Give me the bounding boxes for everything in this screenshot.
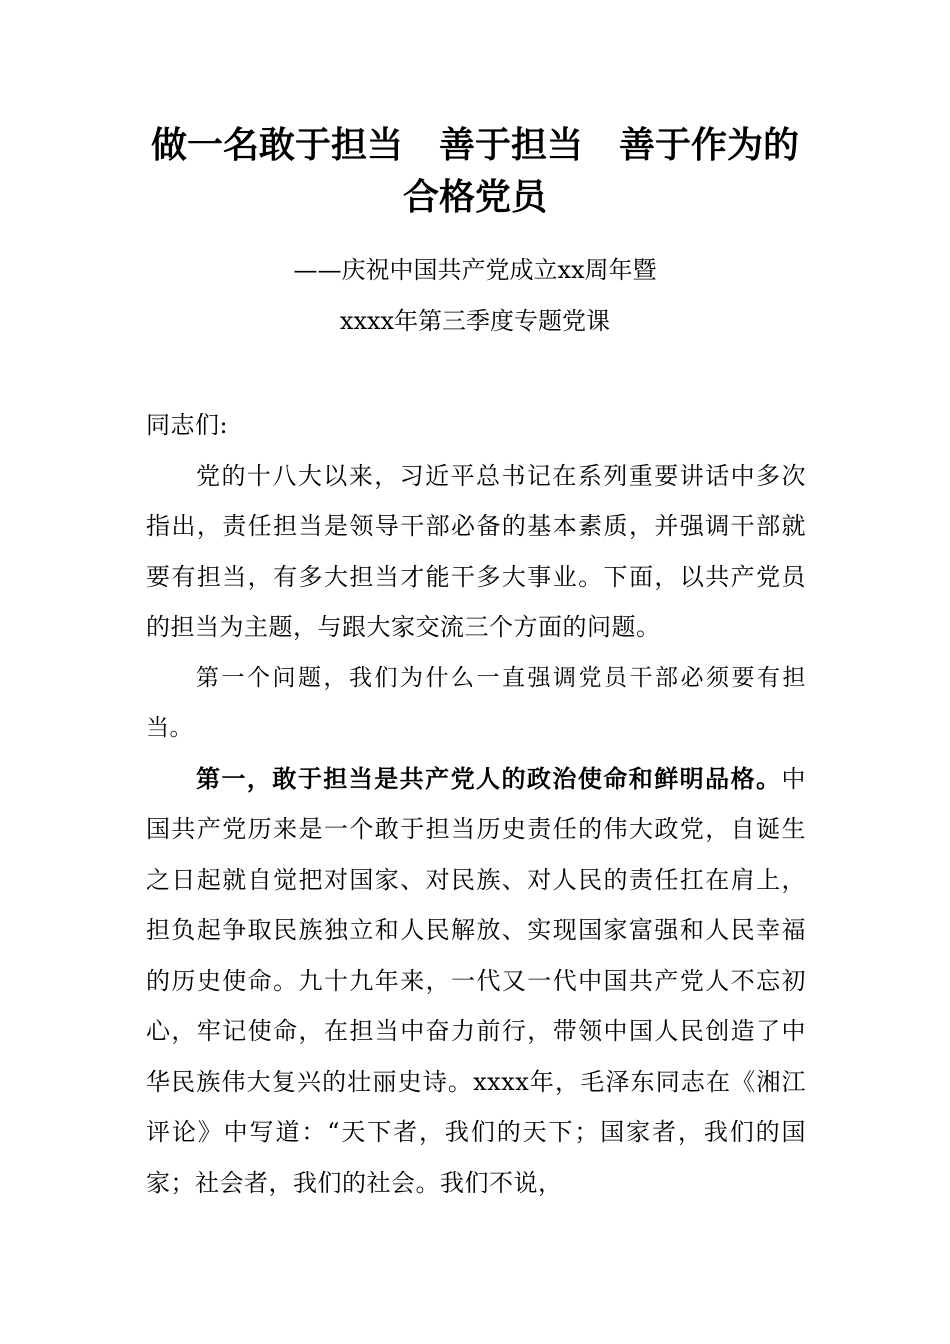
- document-title-line1: 做一名敢于担当 善于担当 善于作为的: [150, 125, 799, 166]
- point-body: 中国共产党历来是一个敢于担当历史责任的伟大政党，自诞生之日起就自觉把对国家、对民族、对人民的责任扛在肩上，担负起争取民族独立和人民解放、实现国家富强和人民幸福的历史使命。九十九年来，一代又一代中国共产党人不忘初心，牢记使命，在担当中奋力前行，带领中国人民创造了中华民族伟大复兴的壮丽史诗。xxxx年，毛泽东同志在《湘江评论》中写道：“天下者，我们的天下；国家者，我们的国家；社会者，我们的社会。我们不说，: [146, 764, 806, 1197]
- document-body: [146, 400, 806, 1208]
- document-subtitle-line1: ——庆祝中国共产党成立xx周年暨: [293, 256, 657, 284]
- point-paragraph: [146, 754, 806, 1209]
- intro-paragraph: 党的十八大以来，习近平总书记在系列重要讲话中多次指出，责任担当是领导干部必备的基本素质，并强调干部就要有担当，有多大担当才能干多大事业。下面，以共产党员的担当为主题，与跟大家交流三个方面的问题。: [146, 461, 806, 641]
- question-heading: 第一个问题，我们为什么一直强调党员干部必须要有担当。: [146, 664, 806, 741]
- salutation: 同志们:: [146, 411, 229, 439]
- point-heading: 第一，敢于担当是共产党人的政治使命和鲜明品格。: [196, 763, 782, 793]
- document-subtitle-line2: xxxx年第三季度专题党课: [339, 307, 611, 335]
- document-title-line2: 合格党员: [402, 177, 547, 218]
